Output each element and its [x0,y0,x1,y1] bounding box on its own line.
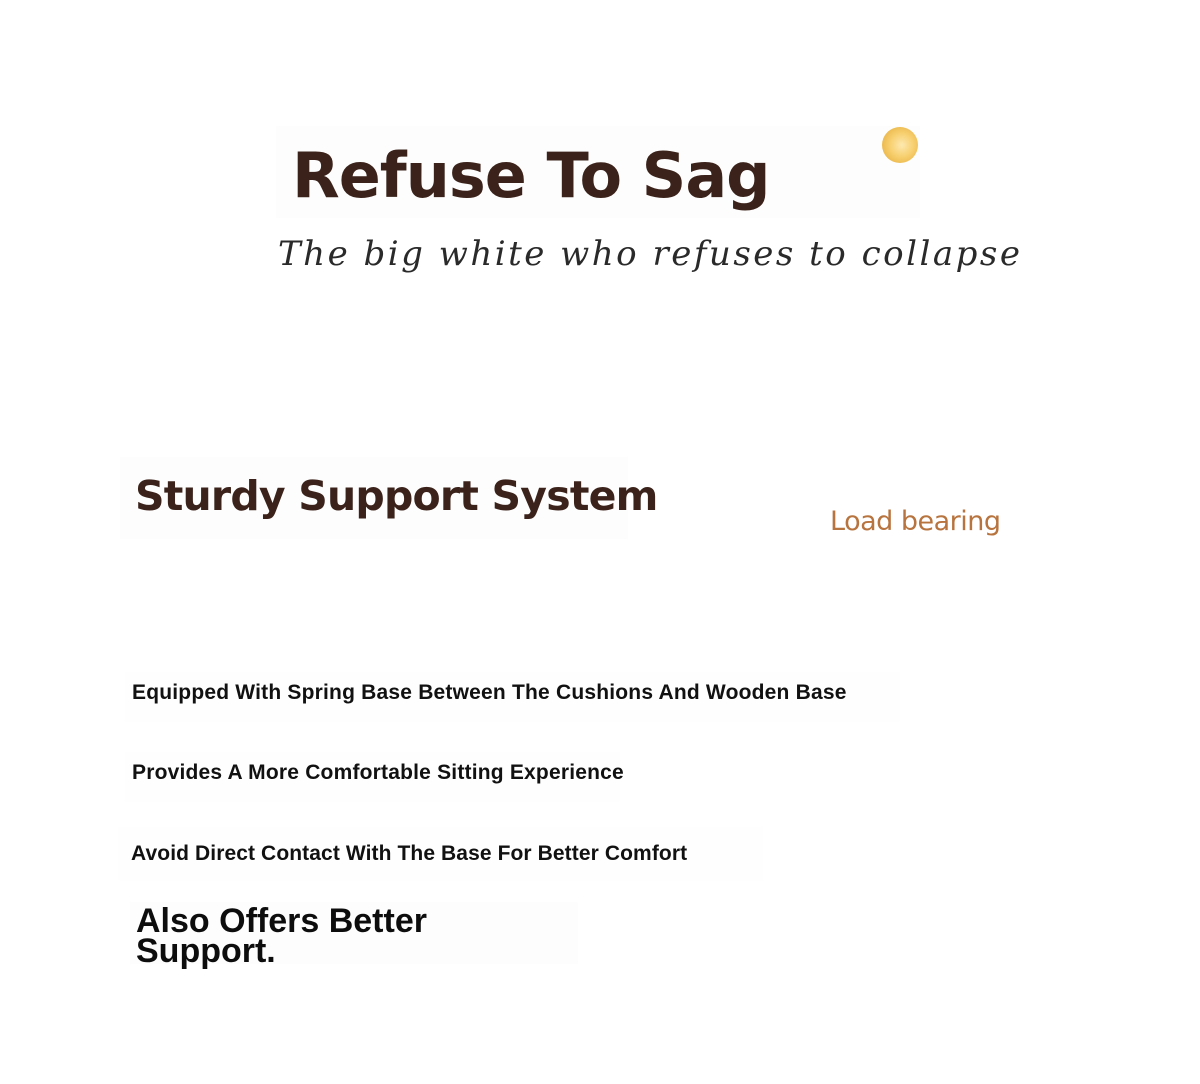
load-bearing-label: Load bearing [830,506,1001,537]
lemon-icon [882,127,918,163]
hero-title: Refuse To Sag [292,139,770,212]
section-title: Sturdy Support System [135,472,658,520]
feature-item: Provides A More Comfortable Sitting Experience [132,761,624,784]
hero-subtitle: The big white who refuses to collapse [278,234,1023,274]
closing-statement: Also Offers Better Support. [136,902,427,970]
feature-item: Avoid Direct Contact With The Base For Better Comfort [131,842,688,865]
feature-item: Equipped With Spring Base Between The Cushions And Wooden Base [132,681,847,704]
